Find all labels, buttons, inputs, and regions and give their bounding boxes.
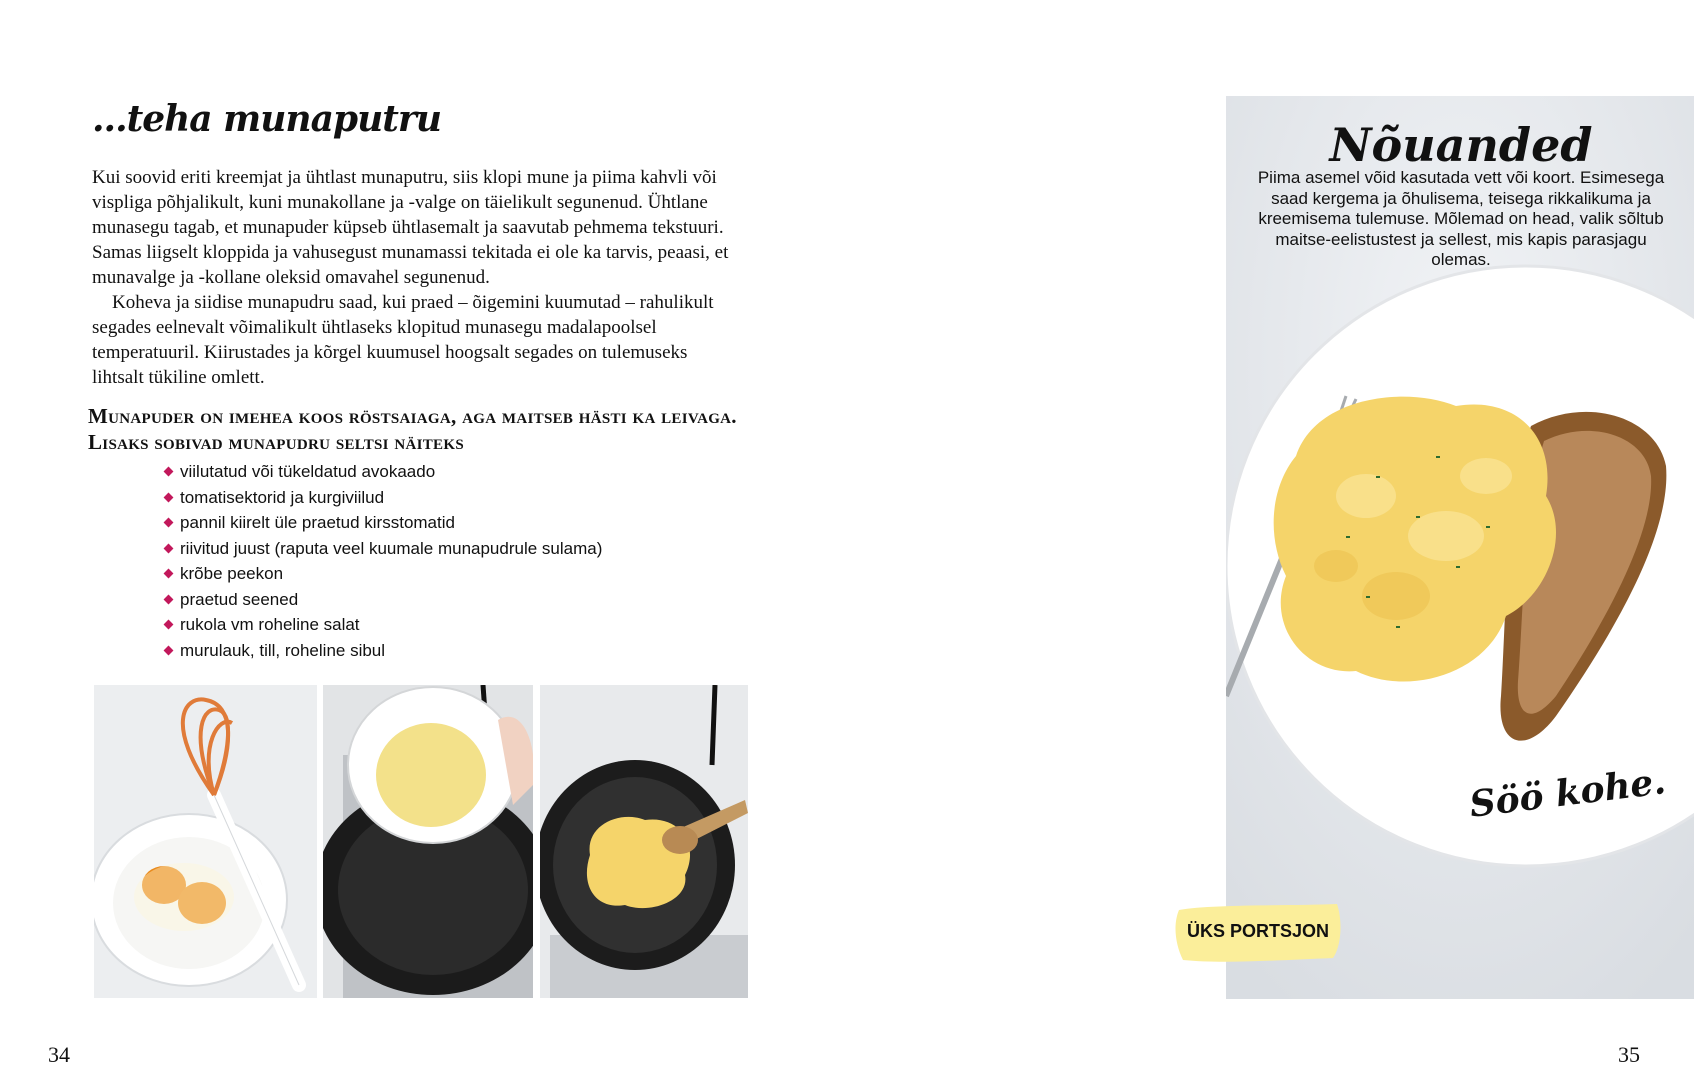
intro-text — [92, 165, 732, 390]
diamond-bullet-icon — [164, 467, 174, 477]
list-item: tomatisektorid ja kurgiviilud — [165, 485, 765, 511]
photo-caption: Söö kohe. — [1467, 760, 1668, 826]
tips-box — [1256, 118, 1666, 271]
list-item: pannil kiirelt üle praetud kirsstomatid — [165, 510, 765, 536]
diamond-bullet-icon — [164, 492, 174, 502]
list-item: riivitud juust (raputa veel kuumale munapudrule sulama) — [165, 536, 765, 562]
serving-suggestions-list — [165, 459, 765, 663]
diamond-bullet-icon — [164, 594, 174, 604]
diamond-bullet-icon — [164, 620, 174, 630]
list-item: praetud seened — [165, 587, 765, 613]
intro-paragraph-1: Kui soovid eriti kreemjat ja ühtlast munaputru, siis klopi mune ja piima kahvli või vispliga põhjalikult, kuni munakollane ja -valge on täielikult segunenud. Ühtlane munasegu tagab, et munapuder küpseb ühtlasemalt ja saavutab pehmema tekstuuri. Samas liigselt kloppida ja vahusegust munamassi tekitada ei ole ka tarvis, peaasi, et munavalge ja -kollane oleksid omavahel segunenud. — [92, 167, 729, 288]
diamond-bullet-icon — [164, 645, 174, 655]
serving-suggestions-heading: Munapuder on imehea koos röstsaiaga, aga maitseb hästi ka leivaga. Lisaks sobivad munapudru seltsi näiteks — [88, 404, 737, 454]
list-item: murulauk, till, roheline sibul — [165, 638, 765, 664]
intro-paragraph-2: Koheva ja siidise munapudru saad, kui praed – õigemini kuumutad – rahulikult segades eelnevalt võimalikult ühtlaseks klopitud munasegu madalapoolsel temperatuuril. Kiirustades ja kõrgel kuumusel hoogsalt segades on tulemuseks lihtsalt tükiline omlett. — [92, 292, 714, 388]
photo-stirring-eggs — [540, 685, 748, 998]
diamond-bullet-icon — [164, 518, 174, 528]
list-item: rukola vm roheline salat — [165, 612, 765, 638]
tips-title: Nõuanded — [1329, 118, 1593, 172]
list-item: viilutatud või tükeldatud avokaado — [165, 459, 765, 485]
diamond-bullet-icon — [164, 569, 174, 579]
list-item: krõbe peekon — [165, 561, 765, 587]
serving-badge: ÜKS PORTSJON — [1186, 921, 1330, 941]
tips-text: Piima asemel võid kasutada vett või koort. Esimesega saad kergema ja õhulisema, teisega rikkalikuma ja kreemisema tulemuse. Mõlemad on head, valik sõltub maitse-eelistustest ja sellest, mis kapis parasjagu olemas. — [1257, 168, 1665, 269]
page-number-left: 34 — [48, 1042, 70, 1067]
photo-pouring-mixture — [323, 685, 533, 998]
diamond-bullet-icon — [164, 543, 174, 553]
photo-eggs-whisk — [94, 685, 317, 998]
left-page-heading: ...teha munaputru — [92, 98, 442, 140]
page-number-right: 35 — [1618, 1042, 1640, 1067]
